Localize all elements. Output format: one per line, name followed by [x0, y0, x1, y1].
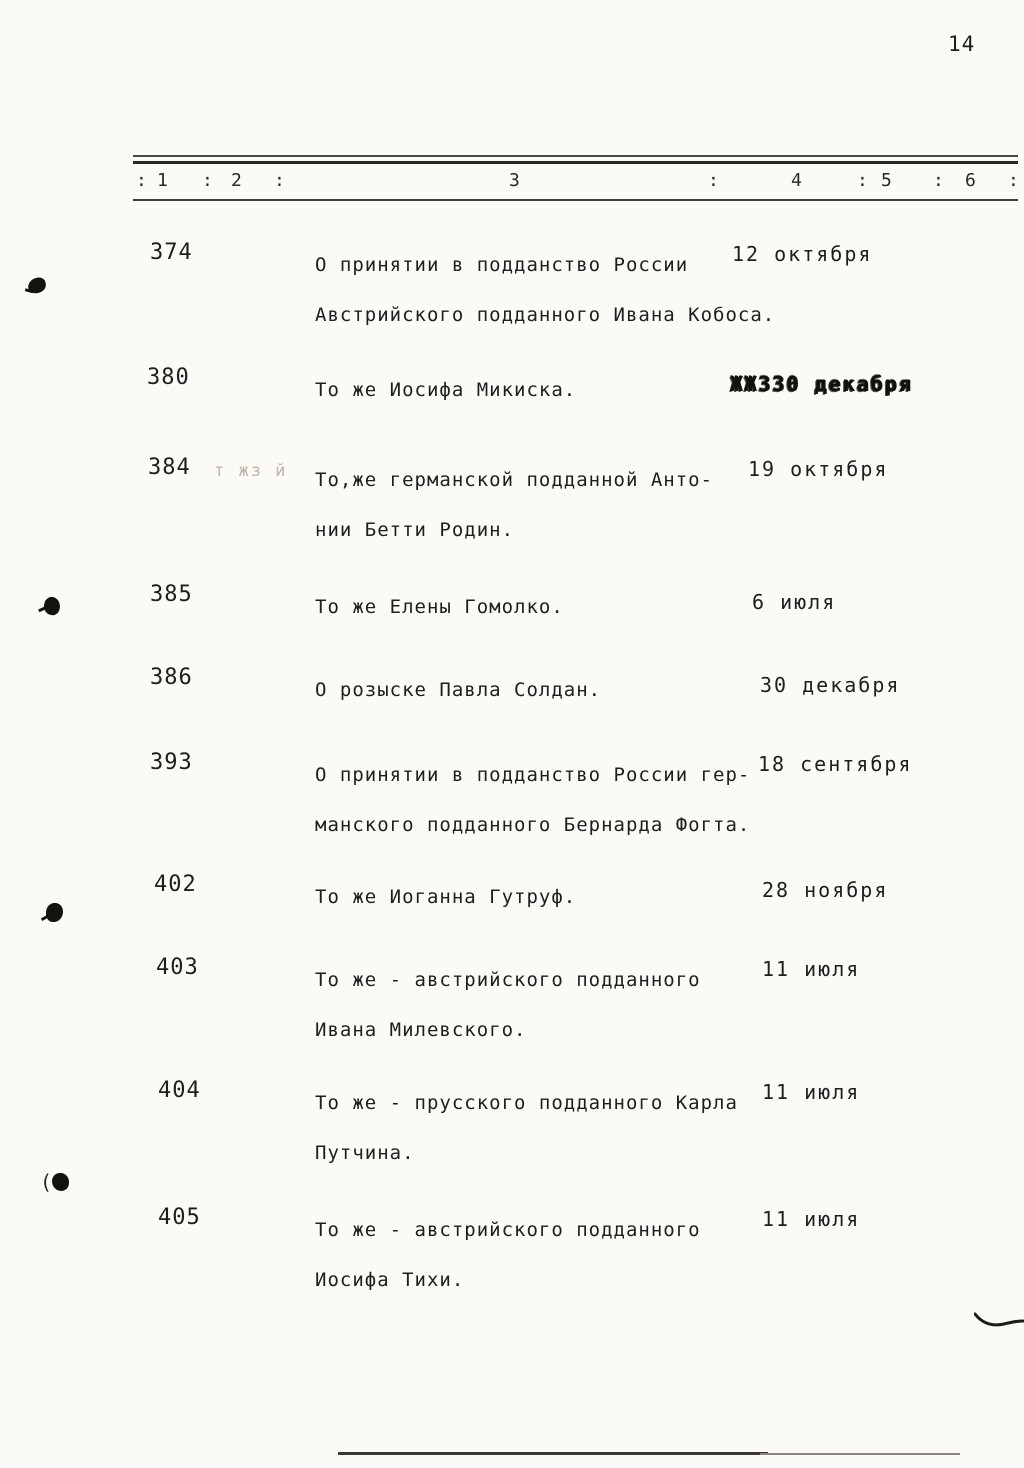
- entry-text-line: То же - австрийского подданного: [315, 969, 701, 991]
- entry-date: 11 июля: [762, 1207, 861, 1231]
- entry-date: 12 октября: [732, 242, 873, 266]
- header-column-6: 6: [965, 170, 977, 191]
- header-separator: :: [933, 170, 945, 191]
- header-column-2: 2: [231, 170, 243, 191]
- entry-date: 19 октября: [748, 457, 889, 481]
- entry-number: 386: [150, 665, 193, 690]
- entry-date: 11 июля: [762, 1080, 861, 1104]
- entry-number: 393: [150, 750, 193, 775]
- entry-text-line: нии Бетти Родин.: [315, 519, 515, 541]
- bottom-edge-line-faint: [760, 1453, 960, 1455]
- entry-text: [315, 455, 765, 555]
- header-separator: :: [202, 170, 214, 191]
- page-number: 14: [948, 32, 976, 56]
- header-column-3: 3: [509, 170, 521, 191]
- ink-blot: [46, 903, 63, 922]
- entry-text: [315, 872, 765, 922]
- entry-date: 28 ноября: [762, 878, 889, 902]
- entry-text-line: Путчина.: [315, 1142, 415, 1164]
- entry-text-line: О принятии в подданство России гер-: [315, 764, 751, 786]
- entry-text-line: То,же германской подданной Анто-: [315, 469, 714, 491]
- entry-number: 384: [148, 455, 191, 480]
- entry-date: 6 июля: [752, 590, 837, 614]
- header-separator: :: [136, 170, 148, 191]
- ink-blot: [26, 276, 47, 295]
- entry-number: 374: [150, 240, 193, 265]
- entry-text-line: Иосифа Тихи.: [315, 1269, 465, 1291]
- entry-number: 405: [158, 1205, 201, 1230]
- header-separator: :: [857, 170, 869, 191]
- overstrike-mark: ЖЖ3: [730, 372, 773, 396]
- bottom-edge-line: [338, 1452, 768, 1455]
- ink-blot: [43, 596, 62, 617]
- header-column-4: 4: [791, 170, 803, 191]
- entry-text-line: Австрийского подданного Ивана Кобоса.: [315, 304, 776, 326]
- entry-text: [315, 1205, 765, 1305]
- entry-text-line: Ивана Милевского.: [315, 1019, 527, 1041]
- ink-blot: [52, 1173, 69, 1191]
- faint-carbon-text: т жз й: [214, 461, 288, 481]
- entry-text: [315, 665, 765, 715]
- header-column-1: 1: [157, 170, 169, 191]
- header-column-5: 5: [881, 170, 893, 191]
- entry-text-line: То же Елены Гомолко.: [315, 596, 564, 618]
- entry-date-text: 30 декабря: [772, 372, 913, 396]
- entry-text-line: То же - прусского подданного Карла: [315, 1092, 738, 1114]
- entry-number: 380: [147, 365, 190, 390]
- entry-text: [315, 750, 765, 850]
- header-separator: :: [708, 170, 720, 191]
- entry-text-line: То же Иоганна Гутруф.: [315, 886, 577, 908]
- pen-stroke: [974, 1310, 1024, 1332]
- entry-date: 11 июля: [762, 957, 861, 981]
- entry-number: 404: [158, 1078, 201, 1103]
- header-separator: :: [274, 170, 286, 191]
- entry-text-line: О принятии в подданство России: [315, 254, 689, 276]
- entry-text-line: То же Иосифа Микиска.: [315, 379, 577, 401]
- entry-text: [315, 365, 765, 415]
- header-rule-top: [133, 155, 1018, 157]
- entry-text: [315, 582, 765, 632]
- header-separator: :: [1008, 170, 1020, 191]
- paren-mark: (: [40, 1170, 53, 1194]
- entry-text: [315, 240, 776, 340]
- entry-text: [315, 955, 765, 1055]
- entry-date: [730, 372, 913, 396]
- entry-text: [315, 1078, 765, 1178]
- entry-text-line: О розыске Павла Солдан.: [315, 679, 602, 701]
- entry-date: 18 сентября: [758, 752, 913, 776]
- entry-number: 402: [154, 872, 197, 897]
- entry-date: 30 декабря: [760, 673, 901, 697]
- header-rule-top-heavy: [133, 161, 1018, 164]
- entry-number: 385: [150, 582, 193, 607]
- entry-number: 403: [156, 955, 199, 980]
- entry-text-line: манского подданного Бернарда Фогта.: [315, 814, 751, 836]
- entry-text-line: То же - австрийского подданного: [315, 1219, 701, 1241]
- header-rule-bottom: [133, 199, 1018, 201]
